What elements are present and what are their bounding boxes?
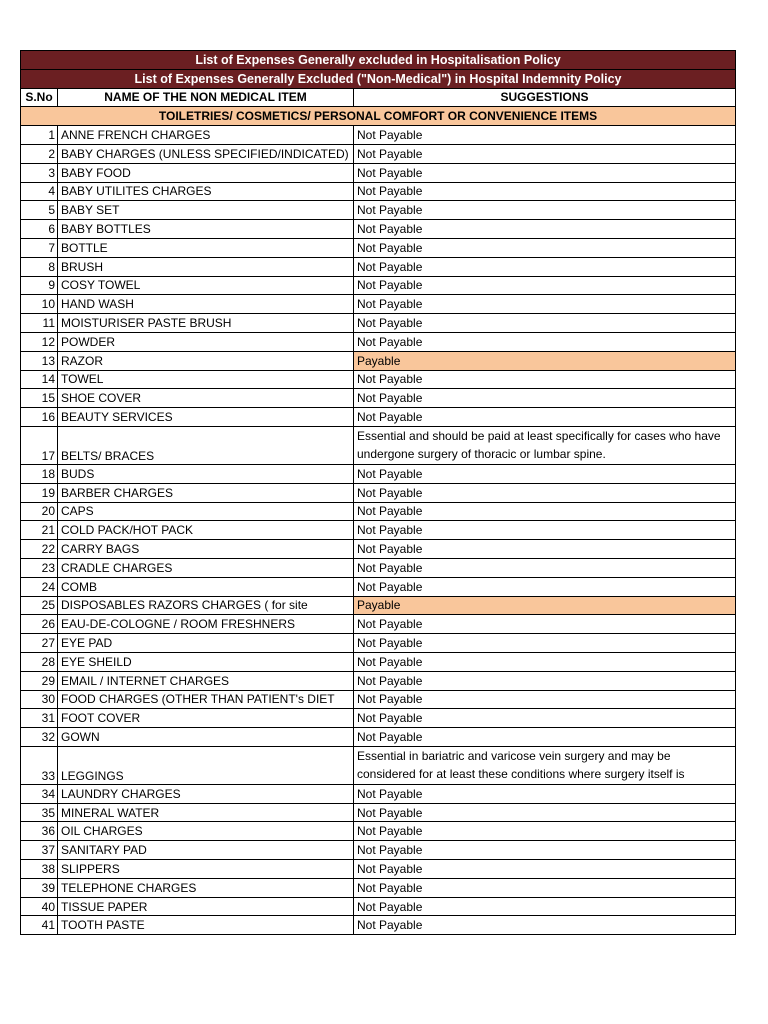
row-item-name[interactable]: MINERAL WATER (58, 803, 354, 822)
row-item-name[interactable]: FOOD CHARGES (OTHER THAN PATIENT's DIET (58, 690, 354, 709)
row-suggestion[interactable]: Not Payable (354, 483, 736, 502)
row-suggestion[interactable]: Not Payable (354, 690, 736, 709)
table-row (21, 332, 736, 351)
row-sno[interactable]: 32 (21, 728, 58, 747)
table-row (21, 295, 736, 314)
table-row (21, 220, 736, 239)
row-suggestion[interactable]: Not Payable (354, 408, 736, 427)
row-suggestion[interactable]: Not Payable (354, 276, 736, 295)
row-item-name[interactable]: COSY TOWEL (58, 276, 354, 295)
row-sno[interactable]: 12 (21, 332, 58, 351)
row-sno[interactable]: 31 (21, 709, 58, 728)
row-suggestion[interactable]: Not Payable (354, 238, 736, 257)
row-item-name[interactable]: EYE PAD (58, 634, 354, 653)
row-suggestion[interactable]: Not Payable (354, 577, 736, 596)
table-row (21, 144, 736, 163)
row-suggestion[interactable]: Not Payable (354, 521, 736, 540)
table-row (21, 878, 736, 897)
row-item-name[interactable]: TELEPHONE CHARGES (58, 878, 354, 897)
row-sno[interactable]: 28 (21, 652, 58, 671)
row-suggestion[interactable]: Payable (354, 351, 736, 370)
table-row (21, 483, 736, 502)
table-row (21, 464, 736, 483)
row-suggestion[interactable]: Not Payable (354, 182, 736, 201)
row-item-name[interactable]: CAPS (58, 502, 354, 521)
row-suggestion[interactable]: Not Payable (354, 220, 736, 239)
row-sno[interactable]: 23 (21, 558, 58, 577)
table-row (21, 615, 736, 634)
row-item-name[interactable]: TOWEL (58, 370, 354, 389)
row-sno[interactable]: 18 (21, 464, 58, 483)
expenses-table (20, 50, 736, 935)
row-item-name[interactable]: FOOT COVER (58, 709, 354, 728)
row-sno[interactable]: 22 (21, 540, 58, 559)
row-suggestion[interactable]: Not Payable (354, 784, 736, 803)
row-item-name[interactable]: ANNE FRENCH CHARGES (58, 126, 354, 145)
row-item-name[interactable]: BRUSH (58, 257, 354, 276)
row-sno[interactable]: 13 (21, 351, 58, 370)
table-row (21, 652, 736, 671)
row-sno[interactable]: 35 (21, 803, 58, 822)
row-sno[interactable]: 17 (21, 426, 58, 464)
row-item-name[interactable]: SANITARY PAD (58, 841, 354, 860)
row-sno[interactable]: 21 (21, 521, 58, 540)
row-item-name[interactable]: COLD PACK/HOT PACK (58, 521, 354, 540)
header-name[interactable]: NAME OF THE NON MEDICAL ITEM (58, 88, 354, 107)
table-row (21, 163, 736, 182)
table-row (21, 634, 736, 653)
row-sno[interactable]: 25 (21, 596, 58, 615)
row-sno[interactable]: 19 (21, 483, 58, 502)
table-row (21, 916, 736, 935)
table-row (21, 860, 736, 879)
row-sno[interactable]: 41 (21, 916, 58, 935)
row-suggestion[interactable]: Essential in bariatric and varicose vein surgery and may be considered for at least these conditions where surgery itself is (354, 746, 736, 784)
row-suggestion[interactable]: Not Payable (354, 728, 736, 747)
row-item-name[interactable]: EYE SHEILD (58, 652, 354, 671)
row-item-name[interactable]: CARRY BAGS (58, 540, 354, 559)
row-sno[interactable]: 10 (21, 295, 58, 314)
row-suggestion[interactable]: Not Payable (354, 464, 736, 483)
title-row-1 (21, 51, 736, 70)
row-sno[interactable]: 15 (21, 389, 58, 408)
title-line-1[interactable]: List of Expenses Generally excluded in Hospitalisation Policy (21, 51, 736, 70)
table-row (21, 521, 736, 540)
row-item-name[interactable]: POWDER (58, 332, 354, 351)
row-suggestion[interactable]: Not Payable (354, 558, 736, 577)
row-sno[interactable]: 33 (21, 746, 58, 784)
row-suggestion[interactable]: Not Payable (354, 295, 736, 314)
row-suggestion[interactable]: Not Payable (354, 897, 736, 916)
row-sno[interactable]: 5 (21, 201, 58, 220)
row-item-name[interactable]: SLIPPERS (58, 860, 354, 879)
row-sno[interactable]: 34 (21, 784, 58, 803)
table-row (21, 426, 736, 464)
row-item-name[interactable]: BELTS/ BRACES (58, 426, 354, 464)
table-row (21, 690, 736, 709)
row-item-name[interactable]: OIL CHARGES (58, 822, 354, 841)
row-suggestion[interactable]: Not Payable (354, 916, 736, 935)
row-sno[interactable]: 24 (21, 577, 58, 596)
row-suggestion[interactable]: Not Payable (354, 803, 736, 822)
row-item-name[interactable]: BOTTLE (58, 238, 354, 257)
row-suggestion[interactable]: Not Payable (354, 389, 736, 408)
row-item-name[interactable]: RAZOR (58, 351, 354, 370)
row-sno[interactable]: 7 (21, 238, 58, 257)
row-sno[interactable]: 1 (21, 126, 58, 145)
row-suggestion[interactable]: Not Payable (354, 671, 736, 690)
row-item-name[interactable]: EMAIL / INTERNET CHARGES (58, 671, 354, 690)
row-suggestion[interactable]: Not Payable (354, 314, 736, 333)
table-row (21, 897, 736, 916)
row-sno[interactable]: 27 (21, 634, 58, 653)
row-item-name[interactable]: GOWN (58, 728, 354, 747)
row-suggestion[interactable]: Not Payable (354, 126, 736, 145)
row-item-name[interactable]: HAND WASH (58, 295, 354, 314)
row-item-name[interactable]: LEGGINGS (58, 746, 354, 784)
table-row (21, 502, 736, 521)
section-title[interactable]: TOILETRIES/ COSMETICS/ PERSONAL COMFORT OR CONVENIENCE ITEMS (21, 107, 736, 126)
row-item-name[interactable]: COMB (58, 577, 354, 596)
table-row (21, 803, 736, 822)
row-suggestion[interactable]: Not Payable (354, 841, 736, 860)
title-row-2 (21, 69, 736, 88)
row-sno[interactable]: 29 (21, 671, 58, 690)
table-row (21, 276, 736, 295)
table-row (21, 822, 736, 841)
table-row (21, 238, 736, 257)
row-item-name[interactable]: MOISTURISER PASTE BRUSH (58, 314, 354, 333)
row-suggestion[interactable]: Not Payable (354, 370, 736, 389)
row-item-name[interactable]: BUDS (58, 464, 354, 483)
row-sno[interactable]: 37 (21, 841, 58, 860)
row-item-name[interactable]: DISPOSABLES RAZORS CHARGES ( for site (58, 596, 354, 615)
row-sno[interactable]: 14 (21, 370, 58, 389)
row-item-name[interactable]: EAU-DE-COLOGNE / ROOM FRESHNERS (58, 615, 354, 634)
table-row (21, 257, 736, 276)
row-sno[interactable]: 3 (21, 163, 58, 182)
row-sno[interactable]: 40 (21, 897, 58, 916)
table-row (21, 841, 736, 860)
row-item-name[interactable]: BABY UTILITES CHARGES (58, 182, 354, 201)
row-sno[interactable]: 30 (21, 690, 58, 709)
row-item-name[interactable]: BEAUTY SERVICES (58, 408, 354, 427)
row-sno[interactable]: 39 (21, 878, 58, 897)
table-row (21, 558, 736, 577)
row-sno[interactable]: 16 (21, 408, 58, 427)
row-suggestion[interactable]: Not Payable (354, 860, 736, 879)
row-suggestion[interactable]: Not Payable (354, 878, 736, 897)
row-sno[interactable]: 2 (21, 144, 58, 163)
row-item-name[interactable]: BARBER CHARGES (58, 483, 354, 502)
row-suggestion[interactable]: Payable (354, 596, 736, 615)
row-item-name[interactable]: SHOE COVER (58, 389, 354, 408)
table-row (21, 596, 736, 615)
row-item-name[interactable]: TISSUE PAPER (58, 897, 354, 916)
header-suggestions[interactable]: SUGGESTIONS (354, 88, 736, 107)
table-row (21, 784, 736, 803)
row-item-name[interactable]: CRADLE CHARGES (58, 558, 354, 577)
row-sno[interactable]: 38 (21, 860, 58, 879)
table-row (21, 126, 736, 145)
table-row (21, 351, 736, 370)
header-sno[interactable]: S.No (21, 88, 58, 107)
row-suggestion[interactable]: Not Payable (354, 163, 736, 182)
row-sno[interactable]: 4 (21, 182, 58, 201)
table-row (21, 540, 736, 559)
row-item-name[interactable]: BABY FOOD (58, 163, 354, 182)
table-row (21, 408, 736, 427)
row-suggestion[interactable]: Not Payable (354, 652, 736, 671)
table-row (21, 389, 736, 408)
spreadsheet (20, 50, 735, 935)
row-suggestion[interactable]: Not Payable (354, 144, 736, 163)
row-sno[interactable]: 36 (21, 822, 58, 841)
table-row (21, 577, 736, 596)
row-sno[interactable]: 20 (21, 502, 58, 521)
title-line-2[interactable]: List of Expenses Generally Excluded ("Non-Medical") in Hospital Indemnity Policy (21, 69, 736, 88)
row-suggestion[interactable]: Not Payable (354, 709, 736, 728)
table-row (21, 746, 736, 784)
row-item-name[interactable]: BABY SET (58, 201, 354, 220)
header-row (21, 88, 736, 107)
row-suggestion[interactable]: Not Payable (354, 201, 736, 220)
row-item-name[interactable]: LAUNDRY CHARGES (58, 784, 354, 803)
row-suggestion[interactable]: Not Payable (354, 634, 736, 653)
row-suggestion[interactable]: Not Payable (354, 822, 736, 841)
row-suggestion[interactable]: Essential and should be paid at least specifically for cases who have undergone surgery of thoracic or lumbar spine. (354, 426, 736, 464)
table-row (21, 671, 736, 690)
section-row (21, 107, 736, 126)
row-sno[interactable]: 6 (21, 220, 58, 239)
row-sno[interactable]: 9 (21, 276, 58, 295)
row-item-name[interactable]: TOOTH PASTE (58, 916, 354, 935)
table-row (21, 370, 736, 389)
table-row (21, 709, 736, 728)
row-item-name[interactable]: BABY BOTTLES (58, 220, 354, 239)
row-sno[interactable]: 26 (21, 615, 58, 634)
row-sno[interactable]: 11 (21, 314, 58, 333)
row-item-name[interactable]: BABY CHARGES (UNLESS SPECIFIED/INDICATED) (58, 144, 354, 163)
row-suggestion[interactable]: Not Payable (354, 257, 736, 276)
row-sno[interactable]: 8 (21, 257, 58, 276)
table-row (21, 201, 736, 220)
table-row (21, 182, 736, 201)
row-suggestion[interactable]: Not Payable (354, 502, 736, 521)
table-row (21, 728, 736, 747)
row-suggestion[interactable]: Not Payable (354, 332, 736, 351)
row-suggestion[interactable]: Not Payable (354, 540, 736, 559)
table-row (21, 314, 736, 333)
row-suggestion[interactable]: Not Payable (354, 615, 736, 634)
